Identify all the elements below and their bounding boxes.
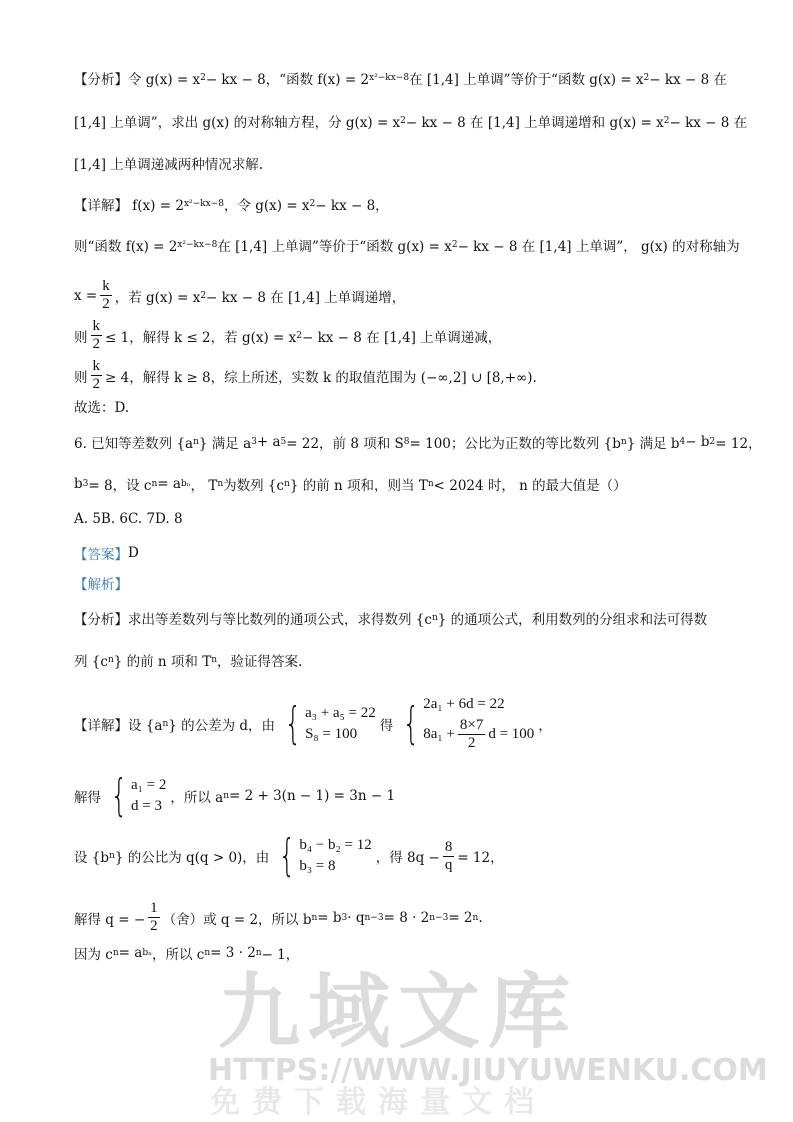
text-segment: 得 xyxy=(379,718,394,734)
subscript: n xyxy=(193,437,199,447)
text-segment: = a xyxy=(118,945,143,961)
subscript: 3 xyxy=(251,437,257,447)
text-line xyxy=(74,608,707,628)
text-segment: 【详解】设 {a xyxy=(74,718,163,734)
text-segment: d = 3 xyxy=(131,798,162,814)
text-segment: − kx − 8 在 xyxy=(649,72,727,88)
text-segment: − kx − 8 在 [1,4] 上单调”， g(x) 的对称轴为 xyxy=(457,239,740,255)
subscript: n xyxy=(109,851,115,861)
text-segment: = 2 xyxy=(448,909,473,926)
text-segment: 【分析】令 g(x) = x xyxy=(74,72,201,88)
text-line xyxy=(74,396,129,416)
text-segment: + a xyxy=(256,434,281,450)
text-segment: a₃ + a₅ = 22 xyxy=(305,705,376,721)
denominator: 2 xyxy=(92,336,100,352)
text-segment: ，得 8q − xyxy=(375,850,440,866)
text-line xyxy=(74,770,396,821)
text-segment: ，令 g(x) = x xyxy=(223,198,310,214)
text-segment: 【详解】 f(x) = 2 xyxy=(74,198,184,214)
fraction xyxy=(100,278,112,313)
subscript: 8 xyxy=(403,437,410,447)
text-line xyxy=(74,543,139,563)
text-segment: } 满足 b xyxy=(626,436,680,452)
text-segment: ，验证得答案. xyxy=(217,654,303,670)
text-segment: = 12， xyxy=(457,850,504,866)
text-segment: 8a₁ + xyxy=(423,726,455,742)
numerator: 1 xyxy=(150,900,158,916)
subscript: 3 xyxy=(341,912,348,923)
fraction xyxy=(91,358,103,393)
equation-row xyxy=(423,696,534,713)
superscript: x²−kx−8 xyxy=(177,240,218,250)
text-line xyxy=(74,432,762,452)
text-line xyxy=(74,511,183,527)
text-segment: = 2 + 3(n − 1) = 3n − 1 xyxy=(229,788,396,804)
text-segment: 6. 已知等差数列 {a xyxy=(74,436,194,452)
equation-system xyxy=(397,696,534,752)
text-segment: 因为 c xyxy=(74,947,113,963)
text-line xyxy=(74,278,405,313)
text-segment: = b xyxy=(317,909,342,926)
equation-system xyxy=(105,770,167,821)
subscript: 4 xyxy=(679,437,686,447)
equation-row xyxy=(305,726,376,743)
equation-row xyxy=(299,837,371,854)
equation-row xyxy=(423,717,534,752)
subscript: n xyxy=(620,437,627,447)
superscript: n−3 xyxy=(429,912,449,923)
denominator: 2 xyxy=(467,735,476,751)
text-line xyxy=(74,696,552,752)
denominator: q xyxy=(444,856,453,873)
superscript: 2 xyxy=(643,73,650,83)
superscript: 2 xyxy=(296,330,302,341)
text-segment: − kx − 8 在 [1,4] 上单调递减， xyxy=(301,329,502,346)
superscript: n xyxy=(472,912,479,923)
text-segment: （舍）或 q = 2，所以 b xyxy=(162,911,312,928)
text-segment: } 满足 a xyxy=(198,436,252,452)
text-line xyxy=(74,830,504,881)
superscript: 2 xyxy=(663,116,670,126)
subscript: 5 xyxy=(280,437,287,447)
text-segment: } 的公比为 q(q > 0)，由 xyxy=(114,850,270,866)
text-segment: − kx − 8，“函数 f(x) = 2 xyxy=(205,72,370,88)
fraction xyxy=(443,839,455,874)
subscript: n xyxy=(162,719,169,729)
text-line xyxy=(74,943,299,963)
section-label: 【解析】 xyxy=(74,577,128,593)
text-segment: = a xyxy=(157,476,181,492)
text-line xyxy=(74,358,537,393)
text-segment: } 的公差为 d，由 xyxy=(168,718,276,734)
brace-icon: { xyxy=(110,770,128,821)
text-segment: · q xyxy=(347,909,365,926)
numerator: k xyxy=(102,278,110,294)
text-segment: 则“函数 f(x) = 2 xyxy=(74,239,178,255)
equation-system xyxy=(279,698,376,749)
section-label: 【答案】 xyxy=(74,547,128,563)
equation-row xyxy=(299,858,371,875)
superscript: 2 xyxy=(309,199,316,209)
text-segment: − kx − 8， xyxy=(315,198,389,214)
text-segment: [1,4] 上单调”，求出 g(x) 的对称轴方程，分 g(x) = x xyxy=(74,115,401,131)
text-segment: − kx − 8 在 [1,4] 上单调递增和 g(x) = x xyxy=(405,115,664,131)
text-segment: b xyxy=(74,476,83,492)
text-segment: ，所以 c xyxy=(151,947,205,963)
text-segment: 在 [1,4] 上单调”等价于“函数 g(x) = x xyxy=(409,72,644,88)
text-segment: ，若 g(x) = x xyxy=(114,289,201,306)
text-segment: [1,4] 上单调递减两种情况求解. xyxy=(74,157,264,173)
text-segment: } 的前 n 项和，则当 T xyxy=(289,478,428,494)
subscript: 3 xyxy=(82,479,89,489)
text-line xyxy=(74,235,740,255)
text-segment: ， T xyxy=(190,478,218,494)
text-segment: S₈ = 100 xyxy=(305,726,358,742)
fraction xyxy=(458,717,485,752)
brace-icon: { xyxy=(284,698,302,749)
subscript: n xyxy=(427,479,434,489)
text-segment: x = xyxy=(74,287,98,304)
text-line xyxy=(74,153,263,173)
text-segment: } 的通项公式，利用数列的分组求和法可得数 xyxy=(437,612,708,628)
superscript: x²−kx−8 xyxy=(183,199,224,209)
text-segment: D xyxy=(128,545,139,561)
text-segment: − 1， xyxy=(261,947,300,963)
text-segment: a₁ = 2 xyxy=(131,777,167,793)
subscript: n xyxy=(211,655,217,665)
text-segment: 【分析】求出等差数列与等比数列的通项公式，求得数列 {c xyxy=(74,612,432,628)
text-segment: − kx − 8 在 xyxy=(669,115,748,131)
equation-system xyxy=(273,830,372,881)
denominator: 2 xyxy=(92,376,100,392)
denominator: 2 xyxy=(102,296,110,312)
text-segment: 则 xyxy=(74,329,88,346)
text-segment: } 的前 n 项和 T xyxy=(113,654,212,670)
superscript: 2 xyxy=(200,73,206,83)
brace-icon: { xyxy=(402,698,420,749)
text-line xyxy=(74,650,302,670)
text-segment: 在 [1,4] 上单调”等价于“函数 g(x) = x xyxy=(217,239,452,255)
subscript: 2 xyxy=(709,437,716,447)
text-segment: b₄ − b₂ = 12 xyxy=(299,837,372,853)
superscript: 2 xyxy=(200,290,207,301)
text-segment: 设 {b xyxy=(74,850,110,866)
brace-icon: { xyxy=(278,830,296,881)
text-line xyxy=(74,474,627,494)
text-segment: < 2024 时， n 的最大值是（） xyxy=(433,478,627,494)
text-segment: 则 xyxy=(74,369,88,386)
equation-row xyxy=(131,798,166,815)
subscript: n xyxy=(204,948,211,958)
superscript: n xyxy=(255,948,262,958)
text-segment: b₃ = 8 xyxy=(299,858,336,874)
text-segment: . xyxy=(478,909,483,926)
text-segment: − kx − 8 在 [1,4] 上单调递增， xyxy=(206,289,406,306)
text-segment: ≤ 1，解得 k ≤ 2，若 g(x) = x xyxy=(105,329,297,346)
numerator: k xyxy=(92,318,100,334)
numerator: 8×7 xyxy=(459,717,484,733)
text-segment: = 12， xyxy=(715,436,762,452)
superscript: n−3 xyxy=(364,912,384,923)
superscript: x²−kx−8 xyxy=(369,73,410,83)
subscript: n xyxy=(311,912,318,923)
text-segment: = 8 · 2 xyxy=(383,909,430,926)
subscript: n xyxy=(284,479,290,489)
subscript: n xyxy=(112,948,119,958)
subscript: n xyxy=(107,655,114,665)
subscript: bₙ xyxy=(180,479,191,489)
text-segment: ， xyxy=(538,718,552,734)
text-line xyxy=(74,194,389,214)
text-segment: = 100；公比为正数的等比数列 {b xyxy=(409,436,621,452)
text-segment: 故选：D. xyxy=(74,400,130,416)
fraction xyxy=(148,900,160,935)
text-segment: ≥ 4，解得 k ≥ 8，综上所述，实数 k 的取值范围为 (−∞,2] ∪ [8,+∞). xyxy=(105,369,537,386)
text-segment: = 22，前 8 项和 S xyxy=(286,436,404,452)
superscript: 2 xyxy=(451,240,458,250)
text-line xyxy=(74,68,727,88)
text-segment: = 8，设 c xyxy=(88,478,152,494)
equation-row xyxy=(131,777,166,794)
text-line xyxy=(74,318,501,353)
superscript: 2 xyxy=(400,116,406,126)
numerator: k xyxy=(92,358,100,374)
watermark-slogan: 免费下载海量文档 xyxy=(210,1085,546,1120)
text-line xyxy=(74,111,747,131)
subscript: n xyxy=(223,791,229,801)
fraction xyxy=(91,318,103,353)
text-segment: − b xyxy=(685,434,710,450)
text-line xyxy=(74,900,483,935)
watermark-title: 九域文库 xyxy=(218,965,579,1060)
equation-row xyxy=(305,705,376,722)
text-segment: 为数列 {c xyxy=(223,478,285,494)
watermark-url: HTTPS://WWW.JIUYUWENKU.COM xyxy=(208,1053,768,1088)
text-segment: 2a₁ + 6d = 22 xyxy=(423,696,505,712)
subscript: n xyxy=(217,479,224,489)
text-segment: 列 {c xyxy=(74,654,108,670)
text-line xyxy=(74,573,128,593)
text-segment: A. 5B. 6C. 7D. 8 xyxy=(74,511,183,527)
subscript: bₙ xyxy=(142,948,152,958)
numerator: 8 xyxy=(444,838,453,855)
subscript: n xyxy=(151,479,158,489)
text-segment: ，所以 a xyxy=(170,790,224,806)
denominator: 2 xyxy=(150,918,158,934)
text-segment: d = 100 xyxy=(488,726,535,742)
text-segment: = 3 · 2 xyxy=(210,945,256,961)
subscript: n xyxy=(431,613,438,623)
text-segment: 解得 xyxy=(74,790,101,806)
text-segment: 解得 q = − xyxy=(74,911,146,928)
